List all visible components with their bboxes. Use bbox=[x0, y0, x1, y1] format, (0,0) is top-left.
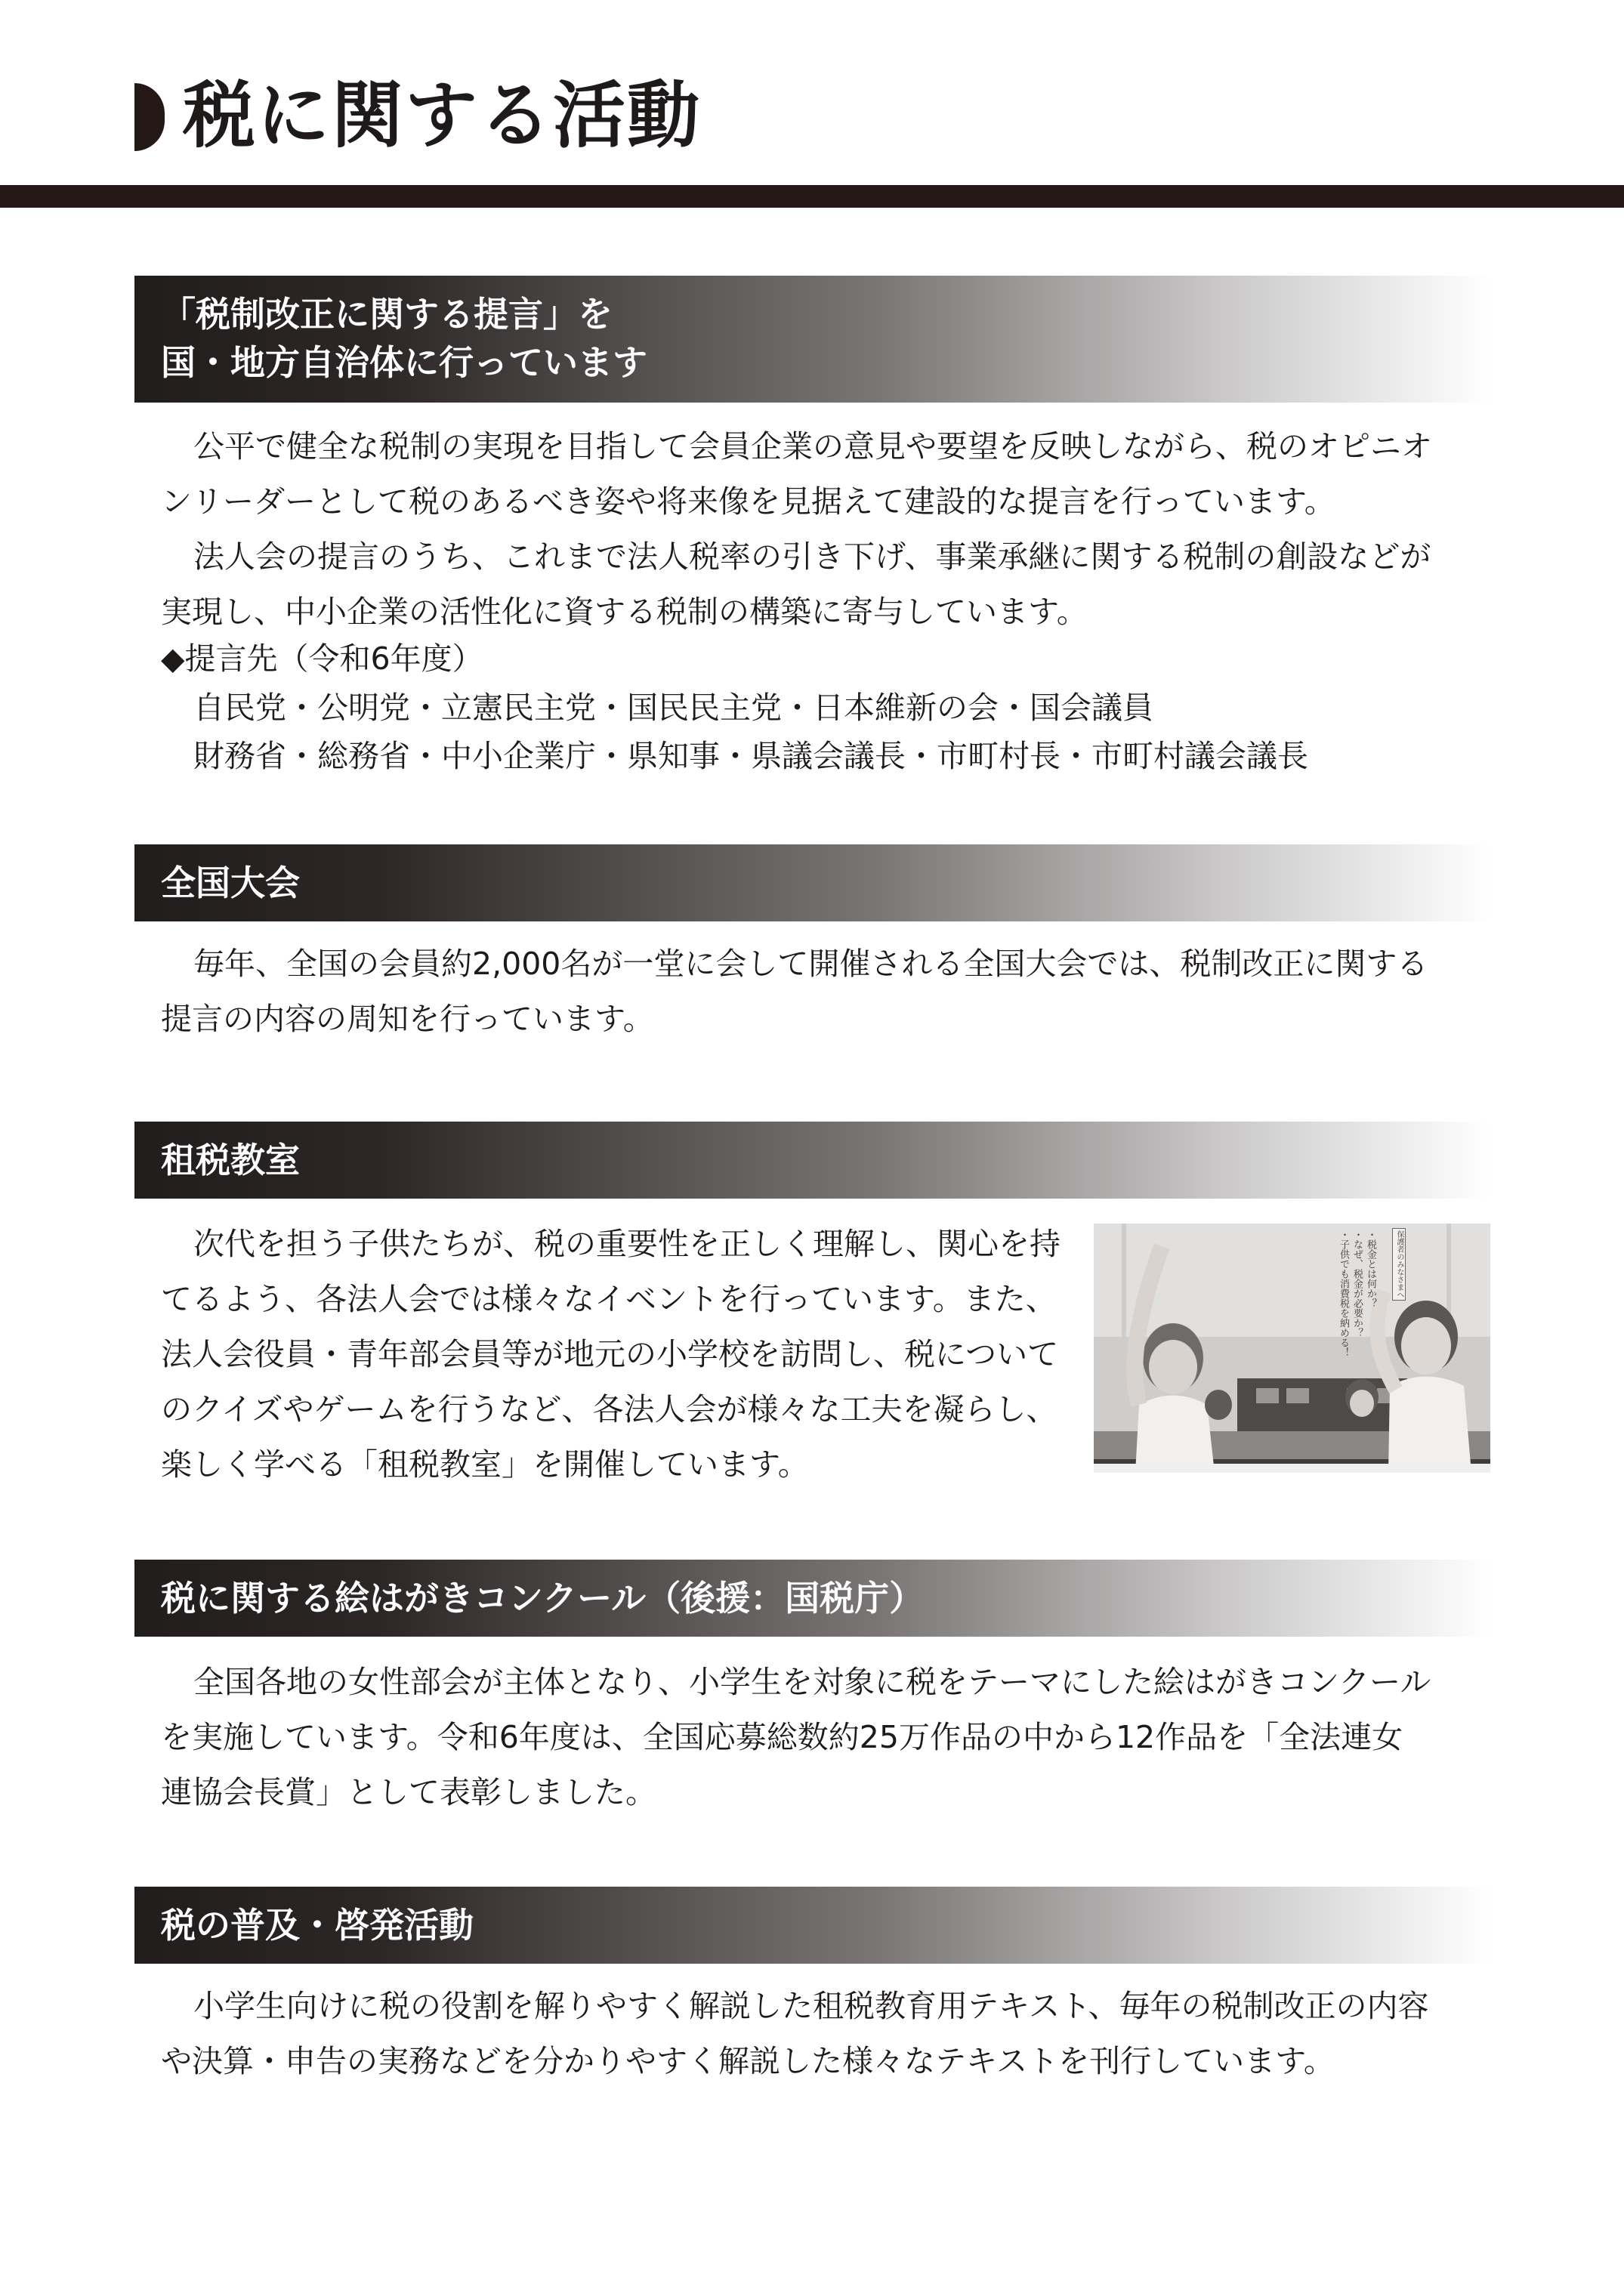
paragraph-line: を実施しています。令和6年度は、全国応募総数約25万作品の中から12作品を「全法連女 bbox=[161, 1719, 1403, 1755]
classroom-photo-illustration bbox=[1094, 1224, 1490, 1473]
section-heading-bar bbox=[134, 844, 1490, 921]
paragraph-line: 公平で健全な税制の実現を目指して会員企業の意見や要望を反映しながら、税のオピニオ bbox=[193, 428, 1432, 464]
recipients-label: ◆提言先（令和6年度） bbox=[161, 640, 483, 677]
section-heading: 税に関する絵はがきコンクール（後援：国税庁） bbox=[161, 1578, 925, 1619]
poster-line: ・子供でも消費税を納める！ bbox=[1338, 1230, 1349, 1357]
paragraph-line: 楽しく学べる「租税教室」を開催しています。 bbox=[161, 1446, 809, 1483]
section-heading: 全国大会 bbox=[161, 863, 300, 903]
tax-class-photo bbox=[1094, 1224, 1490, 1473]
paragraph-line: 小学生向けに税の役割を解りやすく解説した租税教育用テキスト、毎年の税制改正の内容 bbox=[193, 1988, 1429, 2024]
paragraph-line: 法人会の提言のうち、これまで法人税率の引き下げ、事業承継に関する税制の創設などが bbox=[193, 539, 1431, 575]
paragraph-line: のクイズやゲームを行うなど、各法人会が様々な工夫を凝らし、 bbox=[161, 1391, 1057, 1427]
title-marker bbox=[134, 83, 165, 151]
recipients-line: 財務省・総務省・中小企業庁・県知事・県議会議長・市町村長・市町村議会議長 bbox=[193, 738, 1308, 774]
paragraph-line: や決算・申告の実務などを分かりやすく解説した様々なテキストを刊行しています。 bbox=[161, 2043, 1335, 2079]
header-rule bbox=[0, 185, 1624, 208]
paragraph-line: 実現し、中小企業の活性化に資する税制の構築に寄与しています。 bbox=[161, 594, 1088, 630]
paragraph-line: 全国各地の女性部会が主体となり、小学生を対象に税をテーマにした絵はがきコンクール bbox=[193, 1664, 1431, 1700]
page-header bbox=[0, 0, 1624, 211]
section-heading: 租税教室 bbox=[161, 1140, 300, 1180]
page-title: 税に関する活動 bbox=[183, 73, 701, 158]
paragraph-line: 毎年、全国の会員約2,000名が一堂に会して開催される全国大会では、税制改正に関する bbox=[193, 946, 1428, 982]
paragraph-line: 法人会役員・青年部会員等が地元の小学校を訪問し、税について bbox=[161, 1336, 1059, 1372]
section-heading-line-2: 国・地方自治体に行っています bbox=[161, 342, 647, 383]
paragraph-line: ンリーダーとして税のあるべき姿や将来像を見据えて建設的な提言を行っています。 bbox=[161, 483, 1335, 520]
poster-line: ・なぜ、税金が必要か？ bbox=[1351, 1230, 1363, 1338]
paragraph-line: 提言の内容の周知を行っています。 bbox=[161, 1001, 654, 1037]
paragraph-line: 次代を担う子供たちが、税の重要性を正しく理解し、関心を持 bbox=[193, 1226, 1061, 1262]
paragraph-line: 連協会長賞」として表彰しました。 bbox=[161, 1774, 656, 1810]
poster-text-block bbox=[1336, 1230, 1377, 1357]
recipients-line: 自民党・公明党・立憲民主党・国民民主党・日本維新の会・国会議員 bbox=[193, 690, 1153, 726]
section-heading: 税の普及・啓発活動 bbox=[161, 1905, 474, 1946]
paragraph-line: てるよう、各法人会では様々なイベントを行っています。また、 bbox=[161, 1281, 1057, 1317]
poster-badge: 保護者のみなさまへ bbox=[1392, 1228, 1406, 1301]
poster-line: ・税金とは何か？ bbox=[1365, 1230, 1376, 1308]
section-heading-bar bbox=[134, 1122, 1490, 1199]
section-heading-line-1: 「税制改正に関する提言」を bbox=[161, 294, 613, 335]
